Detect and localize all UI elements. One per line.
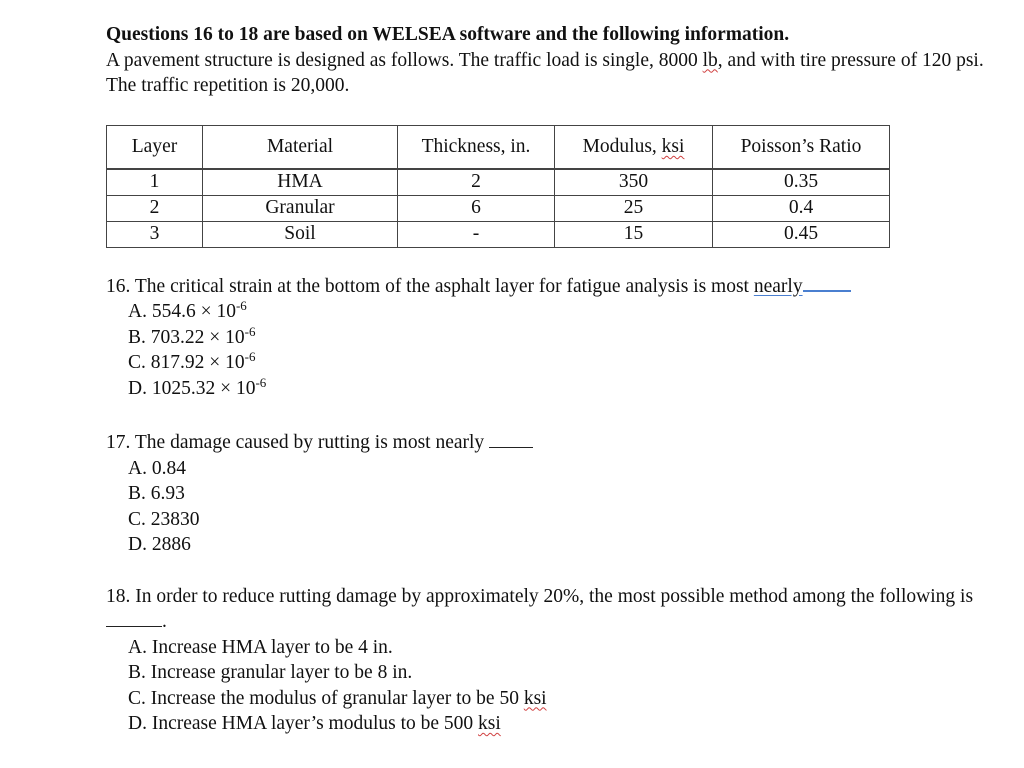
cell-thickness: - bbox=[398, 221, 555, 247]
option-d-exponent: -6 bbox=[255, 374, 267, 390]
option-d: D. 2886 bbox=[128, 534, 191, 555]
option-c-text: C. Increase the modulus of granular layer to be 50 bbox=[128, 687, 524, 709]
question-17 bbox=[106, 430, 986, 558]
question-16-text: 16. The critical strain at the bottom of the asphalt layer for fatigue analysis is most bbox=[106, 275, 754, 297]
intro-unit-lb: lb bbox=[702, 49, 718, 71]
question-18-options bbox=[106, 635, 986, 737]
header-material: Material bbox=[203, 125, 398, 169]
cell-modulus: 350 bbox=[555, 169, 713, 196]
option-b: B. 6.93 bbox=[128, 483, 185, 504]
option-b bbox=[128, 325, 986, 351]
intro-paragraph bbox=[106, 48, 986, 99]
table-row bbox=[107, 221, 890, 247]
answer-blank bbox=[803, 274, 851, 292]
cell-material: Granular bbox=[203, 195, 398, 221]
header-modulus-label: Modulus, bbox=[582, 135, 662, 157]
option-a-value: A. 554.6 × 10 bbox=[128, 301, 236, 322]
header-poisson: Poisson’s Ratio bbox=[713, 125, 890, 169]
option-d-value: D. 1025.32 × 10 bbox=[128, 377, 256, 399]
cell-poisson: 0.35 bbox=[713, 169, 890, 196]
cell-layer: 2 bbox=[107, 195, 203, 221]
option-d bbox=[128, 376, 986, 402]
option-c bbox=[128, 350, 986, 376]
option-b-exponent: -6 bbox=[244, 323, 256, 339]
answer-blank bbox=[489, 431, 533, 448]
document-page bbox=[106, 22, 986, 737]
option-c-exponent: -6 bbox=[244, 349, 256, 364]
header-modulus-unit: ksi bbox=[661, 135, 685, 157]
cell-thickness: 2 bbox=[398, 169, 555, 196]
option-c: C. 23830 bbox=[128, 508, 200, 530]
pavement-layer-table bbox=[106, 125, 890, 248]
cell-layer: 1 bbox=[107, 169, 203, 196]
question-17-options bbox=[106, 456, 986, 558]
option-c-unit: ksi bbox=[523, 687, 547, 709]
option-a: A. 0.84 bbox=[128, 457, 186, 479]
option-a-exponent: -6 bbox=[235, 298, 247, 313]
intro-text-1: A pavement structure is designed as follows. The traffic load is single, 8000 bbox=[106, 49, 703, 71]
cell-poisson: 0.4 bbox=[713, 195, 890, 221]
table-row bbox=[107, 195, 890, 221]
table-header-row bbox=[107, 125, 890, 169]
header-thickness: Thickness, in. bbox=[398, 125, 555, 169]
header-layer: Layer bbox=[107, 125, 203, 169]
option-c bbox=[128, 686, 986, 712]
cell-modulus: 15 bbox=[555, 221, 713, 247]
option-d bbox=[128, 711, 986, 737]
question-17-stem bbox=[106, 430, 986, 456]
option-b: B. Increase granular layer to be 8 in. bbox=[128, 662, 413, 683]
question-17-text: 17. The damage caused by rutting is most nearly bbox=[106, 432, 490, 453]
question-16-options bbox=[106, 299, 986, 401]
header-modulus bbox=[555, 125, 713, 169]
question-18-period: . bbox=[162, 611, 167, 632]
option-c-value: C. 817.92 × 10 bbox=[128, 352, 245, 373]
cell-thickness: 6 bbox=[398, 195, 555, 221]
cell-modulus: 25 bbox=[555, 195, 713, 221]
option-a: A. Increase HMA layer to be 4 in. bbox=[128, 636, 393, 658]
question-16-nearly: nearly bbox=[753, 275, 803, 297]
question-18-stem bbox=[106, 584, 986, 635]
option-b-value: B. 703.22 × 10 bbox=[128, 326, 245, 348]
cell-layer: 3 bbox=[107, 221, 203, 247]
option-d-unit: ksi bbox=[478, 713, 501, 734]
section-heading: Questions 16 to 18 are based on WELSEA software and the following information. bbox=[106, 24, 790, 45]
intro-text-2: , and with tire pressure of 120 psi. The traffic repetition is 20,000. bbox=[106, 49, 984, 96]
question-16 bbox=[106, 274, 986, 402]
question-18-text: 18. In order to reduce rutting damage by approximately 20%, the most possible method among the following is bbox=[106, 585, 974, 607]
question-16-stem bbox=[106, 274, 986, 300]
table-row bbox=[107, 169, 890, 196]
cell-poisson: 0.45 bbox=[713, 221, 890, 247]
option-a bbox=[128, 299, 986, 325]
question-18 bbox=[106, 584, 986, 737]
answer-blank bbox=[106, 610, 162, 627]
cell-material: Soil bbox=[203, 221, 398, 247]
cell-material: HMA bbox=[203, 169, 398, 196]
option-d-text: D. Increase HMA layer’s modulus to be 500 bbox=[128, 713, 479, 734]
